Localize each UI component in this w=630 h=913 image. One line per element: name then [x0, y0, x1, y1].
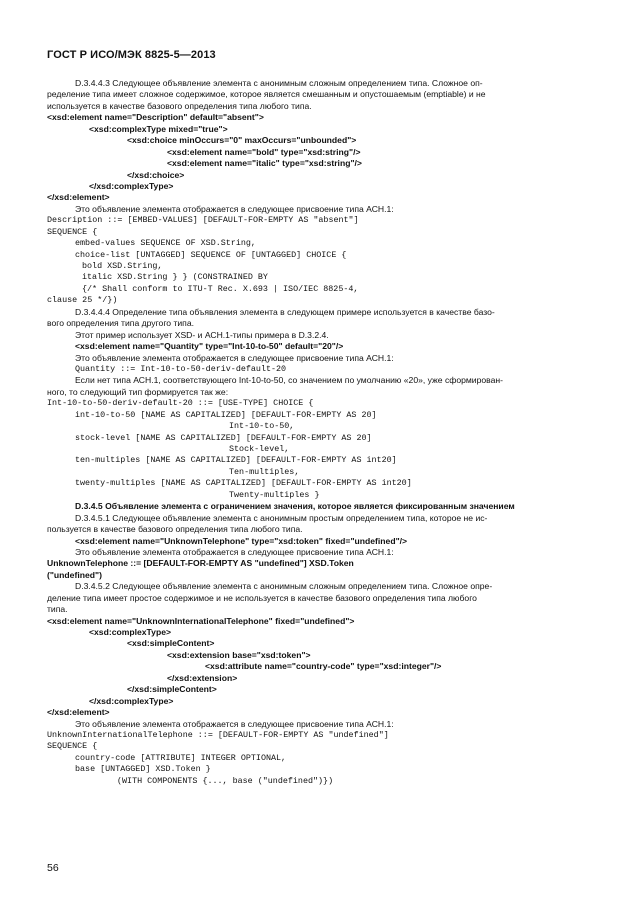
text-line: Это объявление элемента отображается в следующее присвоение типа АСН.1:: [75, 203, 394, 214]
text-line: stock-level [NAME AS CAPITALIZED] [DEFAULT-FOR-EMPTY AS 20]: [75, 432, 372, 443]
text-line: country-code [ATTRIBUTE] INTEGER OPTIONAL,: [75, 752, 287, 763]
text-line: Int-10-to-50-deriv-default-20 ::= [USE-TYPE] CHOICE {: [47, 398, 314, 409]
text-line: clause 25 */}): [47, 295, 118, 306]
text-line: </xsd:choice>: [127, 169, 185, 180]
text-line: Это объявление элемента отображается в следующее присвоение типа АСН.1:: [75, 546, 394, 557]
text-line: <xsd:attribute name="country-code" type="xsd:integer"/>: [205, 661, 442, 672]
text-line: D.3.4.5.2 Следующее объявление элемента с анонимным сложным определением типа. Сложное опре-: [75, 581, 493, 592]
text-line: twenty-multiples [NAME AS CAPITALIZED] [DEFAULT-FOR-EMPTY AS int20]: [75, 478, 412, 489]
text-line: <xsd:simpleContent>: [127, 638, 215, 649]
text-line: Если нет типа АСН.1, соответствующего Int-10-to-50, со значением по умолчанию «20», уже сформирован-: [75, 375, 504, 386]
text-line: D.3.4.4.3 Следующее объявление элемента с анонимным сложным определением типа. Сложное оп-: [75, 78, 483, 88]
text-line: SEQUENCE {: [47, 226, 98, 237]
text-line: используется в качестве базового определения типа любого типа.: [47, 100, 312, 111]
text-line: italic XSD.String } } (CONSTRAINED BY: [82, 272, 268, 283]
text-line: </xsd:complexType>: [89, 180, 174, 191]
text-line: choice-list [UNTAGGED] SEQUENCE OF [UNTAGGED] CHOICE {: [75, 249, 347, 260]
text-line: Twenty-multiples }: [229, 489, 320, 500]
text-line: Это объявление элемента отображается в следующее присвоение типа АСН.1:: [75, 352, 394, 363]
text-line: embed-values SEQUENCE OF XSD.String,: [75, 238, 256, 249]
text-line: <xsd:complexType>: [89, 627, 171, 637]
text-line: типа.: [47, 604, 68, 615]
text-line: int-10-to-50 [NAME AS CAPITALIZED] [DEFAULT-FOR-EMPTY AS 20]: [75, 409, 377, 420]
text-line: <xsd:element name="UnknownInternationalTelephone" fixed="undefined">: [47, 615, 355, 626]
text-line: base [UNTAGGED] XSD.Token }: [75, 764, 211, 775]
text-line: пользуется в качестве базового определения типа любого типа.: [47, 524, 303, 535]
text-line: ределение типа имеет сложное содержимое, которое является смешанным и опустошаемым (emptiable) и не: [47, 89, 486, 100]
text-line: <xsd:complexType mixed="true">: [89, 123, 228, 134]
text-line: Stock-level,: [229, 444, 290, 454]
text-line: <xsd:element name="UnknownTelephone" type="xsd:token" fixed="undefined"/>: [75, 535, 408, 546]
page-header: ГОСТ Р ИСО/МЭК 8825-5—2013: [47, 49, 216, 61]
text-line: Quantity ::= Int-10-to-50-deriv-default-20: [75, 363, 287, 374]
text-line: SEQUENCE {: [47, 741, 98, 752]
text-line: Ten-multiples,: [229, 466, 300, 477]
text-line: </xsd:element>: [47, 707, 110, 718]
text-line: </xsd:element>: [47, 192, 110, 203]
text-line: D.3.4.5.1 Следующее объявление элемента с анонимным простым определением типа, которое не ис-: [75, 512, 488, 523]
page-number: 56: [47, 862, 59, 874]
text-line: ного, то следующий тип формируется так же:: [47, 386, 229, 397]
text-line: </xsd:complexType>: [89, 695, 174, 706]
text-line: UnknownTelephone ::= [DEFAULT-FOR-EMPTY AS "undefined"] XSD.Token: [47, 558, 354, 569]
text-line: {/* Shall conform to ITU-T Rec. X.693 | ISO/IEC 8825-4,: [82, 283, 359, 294]
text-line: bold XSD.String,: [82, 261, 163, 271]
text-line: <xsd:element name="bold" type="xsd:string"/>: [167, 146, 361, 157]
text-line: ("undefined"): [47, 569, 102, 580]
text-line: Этот пример использует XSD- и АСН.1-типы примера в D.3.2.4.: [75, 329, 329, 340]
text-line: Это объявление элемента отображается в следующее присвоение типа АСН.1:: [75, 718, 394, 729]
text-line: деление типа имеет простое содержимое и не используется в качестве базового определения типа любого: [47, 592, 477, 603]
text-line: </xsd:simpleContent>: [127, 684, 217, 695]
text-line: <xsd:element name="Description" default="absent">: [47, 112, 264, 123]
text-line: Int-10-to-50,: [229, 421, 295, 432]
text-line: <xsd:element name="Quantity" type="Int-10-to-50" default="20"/>: [75, 341, 344, 352]
text-line: D.3.4.4.4 Определение типа объявления элемента в следующем примере используется в качестве базо-: [75, 306, 495, 317]
text-line: <xsd:element name="italic" type="xsd:string"/>: [167, 158, 362, 169]
text-line: (WITH COMPONENTS {..., base ("undefined")}): [117, 775, 334, 786]
text-line: <xsd:extension base="xsd:token">: [167, 649, 311, 660]
text-line: <xsd:choice minOccurs="0" maxOccurs="unbounded">: [127, 135, 357, 146]
text-line: D.3.4.5 Объявление элемента с ограничением значения, которое является фиксированным значением: [75, 501, 515, 512]
page-body: [47, 78, 585, 787]
text-line: </xsd:extension>: [167, 672, 238, 683]
text-line: UnknownInternationalTelephone ::= [DEFAULT-FOR-EMPTY AS "undefined"]: [47, 729, 389, 740]
text-line: вого определения типа другого типа.: [47, 318, 194, 329]
text-line: Description ::= [EMBED-VALUES] [DEFAULT-FOR-EMPTY AS "absent"]: [47, 215, 359, 226]
text-line: ten-multiples [NAME AS CAPITALIZED] [DEFAULT-FOR-EMPTY AS int20]: [75, 455, 397, 466]
